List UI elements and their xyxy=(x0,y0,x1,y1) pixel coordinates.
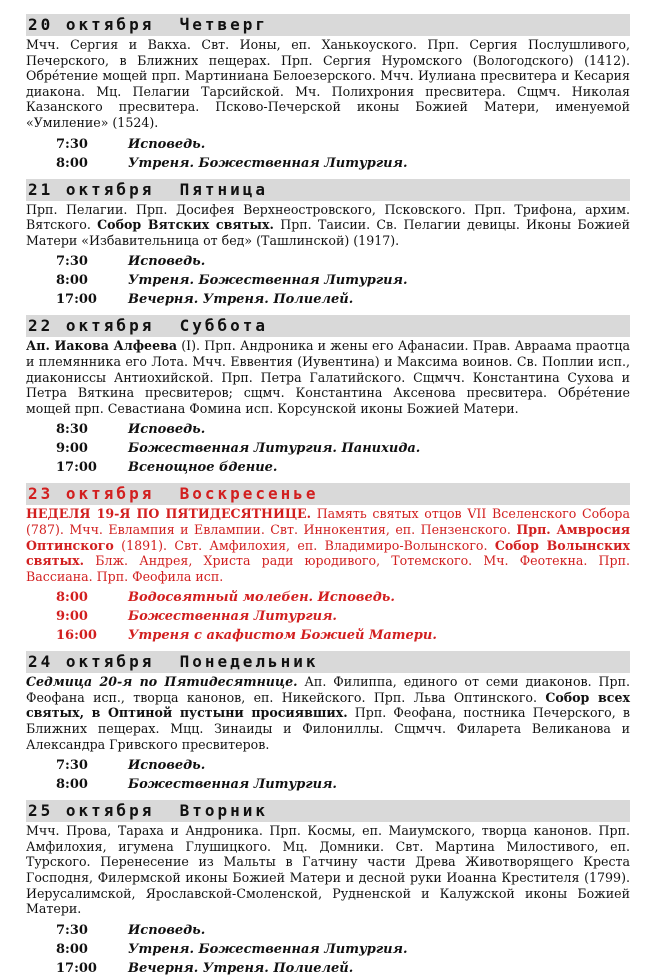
service-time: 9:00 xyxy=(56,441,88,457)
service-time: 7:30 xyxy=(56,254,88,270)
service-row xyxy=(56,775,630,794)
service-time: 17:00 xyxy=(56,460,97,476)
day-description xyxy=(26,37,630,131)
description-fragment: Прп. Пелагии. Прп. Досифея Верхнеостровского, Псковского. Прп. Трифона, архим. Вятского. xyxy=(26,201,630,233)
description-fragment: Мчч. Сергия и Вакха. Свт. Ионы, еп. Ханькоуского. Прп. Сергия Послушливого, Печерского, в Ближних пещерах. Прп. Сергия Нуромского (Вологодского) (1412). Обре́тение мощей прп. Мартиниана Белоезерского. Мчч. Иулиана пресвитера и Кесария диакона. Мц. Пелагии Тарсийской. Мч. Полихрония пресвитера. Сщмч. Николая Казанского пресвитера. Псково-Печерской иконы Божией Матери, именуемой «Умиление» (1524). xyxy=(26,37,630,130)
service-title: Исповедь. xyxy=(128,422,206,438)
services-list xyxy=(56,252,630,309)
service-title: Утреня. Божественная Литургия. xyxy=(128,941,408,957)
service-row xyxy=(56,154,630,173)
service-title: Исповедь. xyxy=(128,254,206,270)
day-block xyxy=(26,651,630,794)
services-list xyxy=(56,135,630,173)
service-time: 9:00 xyxy=(56,609,88,625)
day-header-text: 24 октября Понедельник xyxy=(28,652,319,672)
service-row xyxy=(56,607,630,626)
service-title: Утреня. Божественная Литургия. xyxy=(128,273,408,289)
service-title: Вечерня. Утреня. Полиелей. xyxy=(128,960,354,976)
day-description xyxy=(26,674,630,752)
description-fragment: Память святых отцов VII Вселенского Собора (787). Мчч. Евлампия и Евлампии. Свт. Иннокентия, еп. Пензенского. xyxy=(26,506,630,537)
day-description xyxy=(26,338,630,416)
service-time: 8:30 xyxy=(56,422,88,438)
service-time: 8:00 xyxy=(56,941,88,957)
day-header xyxy=(26,800,630,822)
day-header xyxy=(26,315,630,337)
service-time: 7:30 xyxy=(56,758,88,774)
day-header-text: 23 октября Воскресенье xyxy=(28,484,319,504)
day-header-text: 22 октября Суббота xyxy=(28,316,269,336)
description-fragment: НЕДЕЛЯ 19-Я ПО ПЯТИДЕСЯТНИЦЕ. xyxy=(26,506,311,522)
service-time: 8:00 xyxy=(56,155,88,171)
service-row xyxy=(56,439,630,458)
service-time: 17:00 xyxy=(56,960,97,976)
service-title: Божественная Литургия. xyxy=(128,609,337,625)
service-time: 7:30 xyxy=(56,922,88,938)
service-row xyxy=(56,252,630,271)
day-header xyxy=(26,651,630,673)
services-list xyxy=(56,588,630,645)
description-fragment: Блж. Андрея, Христа ради юродивого, Тотемского. Мч. Феотекна. Прп. Вассиана. Прп. Феофила исп. xyxy=(26,553,630,584)
description-fragment: Собор Вятских святых. xyxy=(97,217,274,233)
day-block xyxy=(26,483,630,645)
description-fragment: Ап. Иакова Алфеева xyxy=(26,338,177,354)
description-fragment: Прп. Таисии. Св. Пелагии девицы. Иконы Божией Матери «Избавительница от бед» (Ташлинской) (1917). xyxy=(26,217,630,248)
service-title: Исповедь. xyxy=(128,758,206,774)
day-header xyxy=(26,14,630,36)
day-block xyxy=(26,315,630,477)
service-time: 8:00 xyxy=(56,590,88,606)
service-row xyxy=(56,271,630,290)
services-list xyxy=(56,921,630,978)
service-title: Утреня с акафистом Божией Матери. xyxy=(128,628,437,644)
day-block xyxy=(26,179,630,310)
service-title: Вечерня. Утреня. Полиелей. xyxy=(128,292,354,308)
day-block xyxy=(26,14,630,173)
description-fragment: Седмица 20-я по Пятидесятнице. xyxy=(26,674,298,690)
service-title: Утреня. Божественная Литургия. xyxy=(128,155,408,171)
service-row xyxy=(56,756,630,775)
description-fragment: Прп. Амвросия Оптинского xyxy=(26,521,631,553)
service-time: 8:00 xyxy=(56,273,88,289)
service-time: 8:00 xyxy=(56,777,88,793)
description-fragment: Собор Волынских святых. xyxy=(26,537,630,569)
service-title: Божественная Литургия. Панихида. xyxy=(128,441,421,457)
service-row xyxy=(56,588,630,607)
description-fragment: Ап. Филиппа, единого от семи диаконов. Прп. Феофана исп., творца канонов, еп. Никейского. Прп. Льва Оптинского. xyxy=(26,674,630,705)
service-row xyxy=(56,290,630,309)
day-block xyxy=(26,800,630,978)
services-list xyxy=(56,756,630,794)
service-title: Исповедь. xyxy=(128,136,206,152)
service-time: 17:00 xyxy=(56,292,97,308)
day-header xyxy=(26,483,630,505)
service-title: Водосвятный молебен. Исповедь. xyxy=(128,590,395,606)
day-header-text: 20 октября Четверг xyxy=(28,15,269,34)
services-list xyxy=(56,420,630,477)
service-title: Исповедь. xyxy=(128,922,206,938)
service-row xyxy=(56,940,630,959)
service-title: Божественная Литургия. xyxy=(128,777,337,793)
description-fragment: Собор всех святых, в Оптиной пустыни просиявших. xyxy=(26,689,630,721)
day-description xyxy=(26,202,630,249)
service-title: Всенощное бдение. xyxy=(128,460,278,476)
day-description xyxy=(26,823,630,917)
day-header-text: 25 октября Вторник xyxy=(28,801,269,821)
description-fragment: Мчч. Прова, Тараха и Андроника. Прп. Космы, еп. Маиумского, творца канонов. Прп. Амфилохия, игумена Глушицкого. Мц. Домники. Свт. Мартина Милостивого, еп. Турского. Перенесение из Мальты в Гатчину части Древа Животворящего Креста Господня, Филермской иконы Божией Матери и десной руки Иоанна Крестителя (1799). Иерусалимской, Ярославской-Смоленской, Рудненской и Калужской иконы Божией Матери. xyxy=(26,823,630,917)
description-fragment: Прп. Феофана, постника Печерского, в Ближних пещерах. Мцц. Зинаиды и Филониллы. Сщмчч. Филарета Великанова и Александра Гривского пресвитеров. xyxy=(26,705,631,752)
day-header xyxy=(26,179,630,201)
service-row xyxy=(56,135,630,154)
days-list xyxy=(26,14,630,978)
day-description xyxy=(26,506,630,584)
service-time: 16:00 xyxy=(56,628,97,644)
service-time: 7:30 xyxy=(56,136,88,152)
description-fragment: (I). Прп. Андроника и жены его Афанасии. Прав. Авраама праотца и племянника его Лота. Мчч. Еввентия (Иувентина) и Максима воинов. Св. Поплии исп., диакониссы Антиохийской. Прп. Петра Галатийского. Сщмчч. Константина Сухова и Петра Вяткина пресвитеров; сщмч. Константина Аксенова пресвитера. Обре́тение мощей прп. Севастиана Фомина исп. Корсунской иконы Божией Матери. xyxy=(26,338,630,416)
service-row xyxy=(56,420,630,439)
description-fragment: (1891). Свт. Амфилохия, еп. Владимиро-Волынского. xyxy=(113,537,495,553)
service-row xyxy=(56,458,630,477)
service-row xyxy=(56,626,630,645)
day-header-text: 21 октября Пятница xyxy=(28,179,269,199)
service-row xyxy=(56,921,630,940)
service-row xyxy=(56,959,630,978)
